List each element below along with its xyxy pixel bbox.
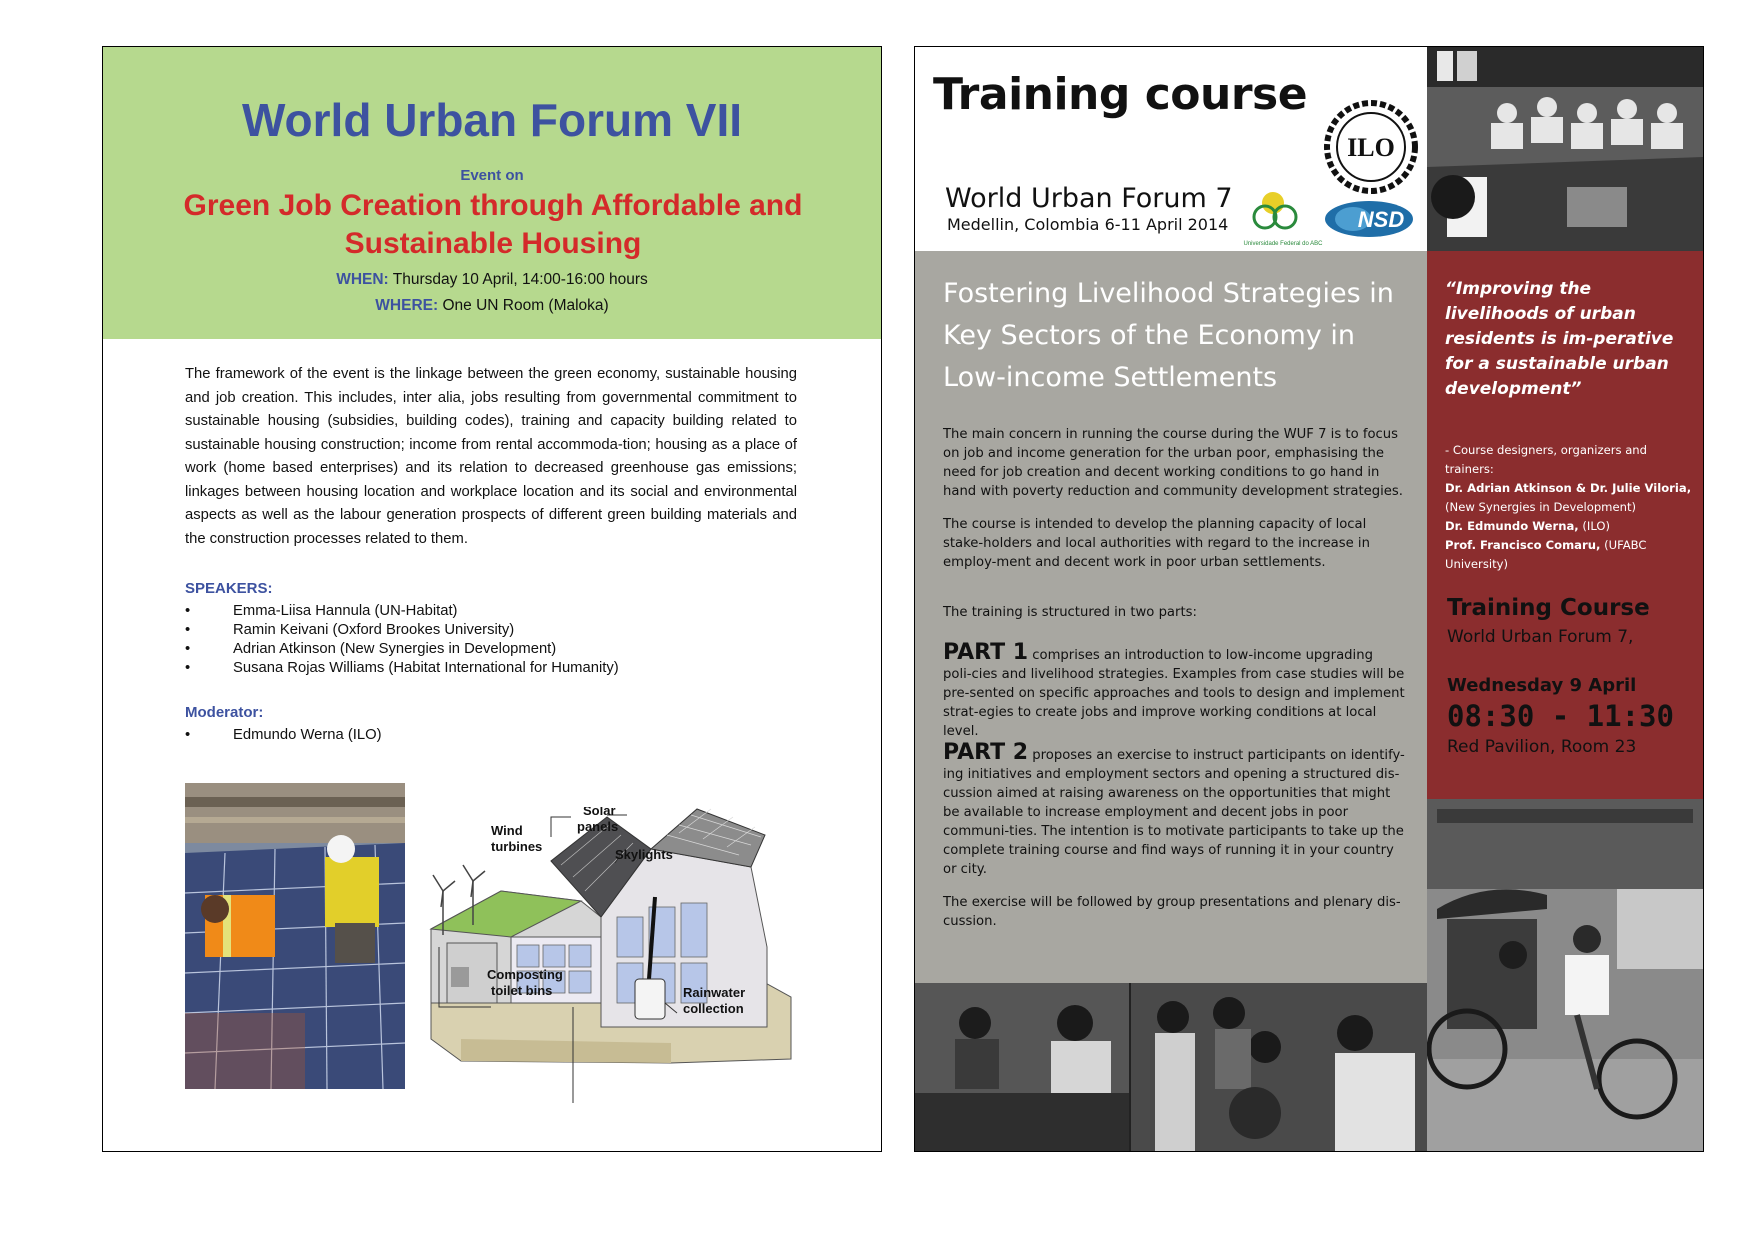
diagram-label-composting: Composting [487,967,563,982]
forum-name: World Urban Forum 7 [945,183,1233,214]
forum-location-dates: Medellin, Colombia 6-11 April 2014 [947,215,1229,234]
moderator-name: Edmundo Werna (ILO) [233,727,382,743]
diagram-label-skylights: Skylights [615,847,673,862]
diagram-label-solar: Solar [583,807,616,818]
list-item [185,640,785,659]
when-value: Thursday 10 April, 14:00-16:00 hours [388,271,648,288]
course-heading-line: Low-income Settlements [943,362,1278,393]
course-heading-line: Key Sectors of the Economy in [943,320,1356,351]
paragraph-main-concern: The main concern in running the course during the WUF 7 is to focus on job and income generation for the urban poor, emphasising the need for job creation and decent working conditions to go hand in hand with poverty reduction and community development strategies. [943,427,1403,499]
nsd-logo [1323,197,1415,241]
speaker-name: Emma-Liisa Hannula (UN-Habitat) [233,603,458,619]
speaker-name: Susana Rojas Williams (Habitat International for Humanity) [233,660,619,676]
part-1-text: comprises an introduction to low-income upgrading poli-cies and livelihood strategies. Examples from case studies will be pre-sented on specific approaches and tools to design and implement strat-egies to create jobs and improve working conditions at local level. [943,648,1405,739]
list-item [185,621,785,640]
designer-name: Dr. Adrian Atkinson & Dr. Julie Viloria, [1445,481,1692,495]
diagram-label-panels: panels [577,819,619,834]
diagram-label-rainwater: Rainwater [683,985,746,1000]
moderator-list [185,727,785,746]
where-value: One UN Room (Maloka) [438,297,609,314]
speaker-name: Adrian Atkinson (New Synergies in Development) [233,641,557,657]
designer-name: Prof. Francisco Comaru, [1445,538,1601,552]
right-flyer [914,46,1704,1152]
diagram-label-turbines: turbines [491,839,543,854]
bullet: • [185,660,191,676]
designer-org: (UFABC University) [1445,538,1647,571]
designer-name: Dr. Edmundo Werna, [1445,519,1579,533]
speakers-list [185,602,785,678]
training-course-title: Training course [933,69,1308,120]
ufabc-logo [1241,181,1325,251]
part-1-label: PART 1 [943,640,1029,665]
when-label: WHEN: [336,271,389,288]
bullet: • [185,727,191,743]
quote: “Improving the livelihoods of urban residents is im-perative for a sustainable urban development” [1445,279,1674,399]
page-title: World Urban Forum VII [241,94,743,146]
designer-org: (ILO) [1578,519,1611,533]
diagram-label-toilet-bins: toilet bins [491,983,553,998]
speaker-name: Ramin Keivani (Oxford Brookes University) [233,622,515,638]
green-house-diagram [421,807,797,1107]
session-heading: Training Course [1447,595,1650,621]
when-line [103,271,881,289]
bullet: • [185,622,191,638]
course-designers [1445,441,1697,574]
where-line [103,297,881,315]
bullet: • [185,603,191,619]
part-2-label: PART 2 [943,740,1029,765]
part-2-paragraph [943,740,1405,879]
designers-intro: - Course designers, organizers and trainers: [1445,443,1648,476]
event-on-label: Event on [460,167,524,184]
rickshaw-photo [1427,799,1703,1151]
ilo-logo-text: ILO [1347,133,1395,162]
bullet: • [185,641,191,657]
moderator-heading: Moderator: [185,704,264,721]
workers-photo-strip [915,983,1427,1151]
part-2-text: proposes an exercise to instruct participants on identify-ing initiatives and employment sectors and opening a structured dis-cussion aimed at raising awareness on the opportunities that might be available to increase employment and decent jobs in poor communi-ties. The intention is to motivate participants to take up the complete training course and find ways of running it in your country or city. [943,748,1405,877]
session-room: Red Pavilion, Room 23 [1447,737,1637,757]
ilo-logo [1323,99,1419,195]
session-forum: World Urban Forum 7, [1447,627,1634,647]
course-heading-line: Fostering Livelihood Strategies in [943,278,1394,309]
list-item [185,602,785,621]
ufabc-logo-text: Universidade Federal do ABC [1243,241,1323,247]
list-item [185,659,785,678]
list-item [185,727,785,746]
nsd-logo-text: NSD [1357,207,1405,232]
session-time: 08:30 - 11:30 [1447,699,1674,733]
diagram-label-collection: collection [683,1001,744,1016]
paragraph-structure: The training is structured in two parts: [943,605,1197,620]
speakers-heading: SPEAKERS: [185,580,273,597]
event-title: Green Job Creation through Affordable and Sustainable Housing [183,189,803,260]
paragraph-course-intent: The course is intended to develop the planning capacity of local stake-holders and local authorities with regard to the increase in employ-ment and decent work in poor urban settlements. [943,517,1370,570]
part-1-paragraph [943,640,1405,741]
event-description: The framework of the event is the linkage between the green economy, sustainable housing and job creation. This includes, inter alia, jobs resulting from governmental commitment to sustainable housing (subsidies, building codes), training and capacity building related to sustainable housing construction; income from rental accommoda-tion; housing as a place of work (home based enterprises) and its relation to decreased greenhouse gas emissions; linkages between housing location and workplace location and its social and environmental aspects as well as the labour generation prospects of different green building materials and the construction processes related to them. [185,366,797,547]
classroom-photo [1427,47,1703,251]
paragraph-exercise: The exercise will be followed by group presentations and plenary dis-cussion. [943,895,1401,929]
left-flyer [102,46,882,1152]
diagram-label-wind: Wind [491,823,523,838]
designer-org: (New Synergies in Development) [1445,500,1637,514]
where-label: WHERE: [375,297,439,314]
solar-workers-photo [185,783,405,1089]
course-heading [943,273,1413,399]
session-date: Wednesday 9 April [1447,675,1637,696]
